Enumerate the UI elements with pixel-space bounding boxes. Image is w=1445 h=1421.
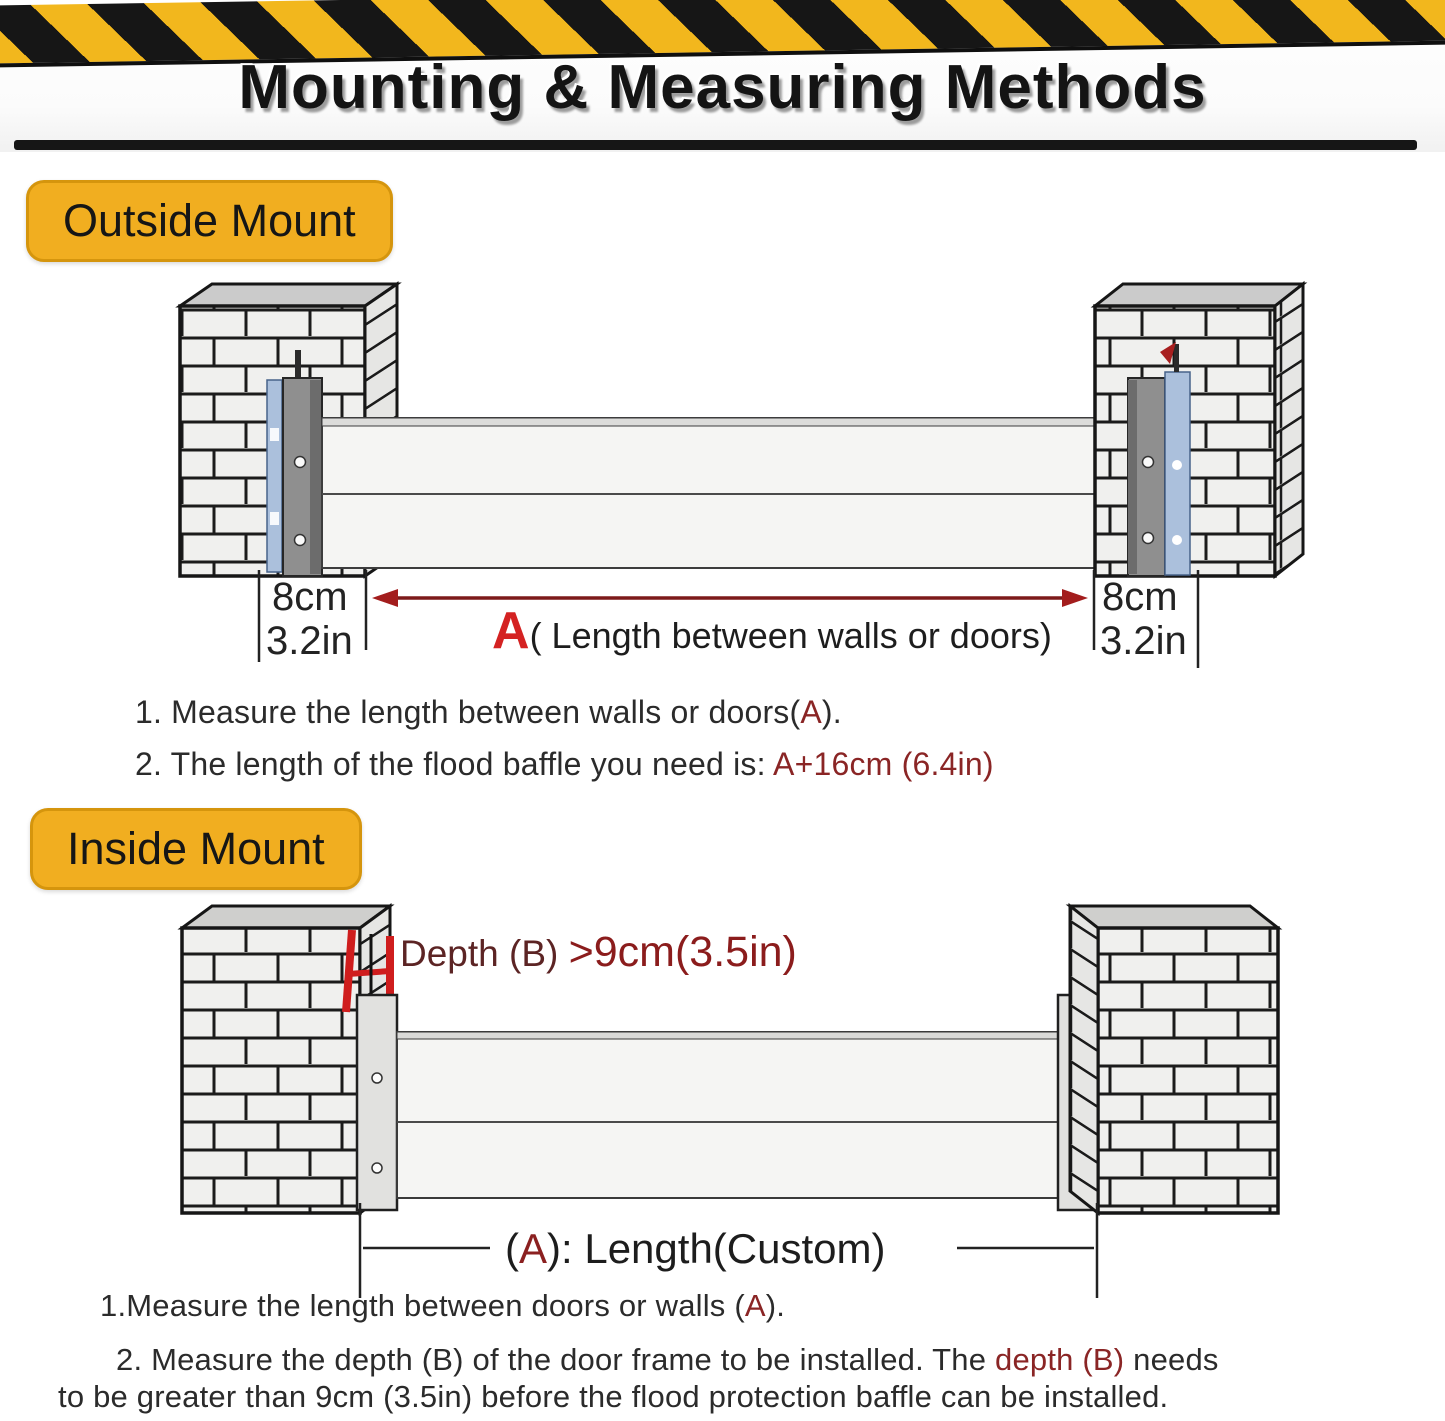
inside-left-channel — [357, 995, 397, 1210]
outside-right-channel — [1128, 342, 1190, 576]
depth-label: Depth (B) >9cm(3.5in) — [400, 928, 797, 976]
outside-left-channel — [267, 350, 322, 576]
page-title: Mounting & Measuring Methods — [238, 53, 1207, 122]
dim-a-label: A( Length between walls or doors) — [492, 602, 1052, 660]
flood-barrier-inside — [397, 1032, 1058, 1198]
mount-pin — [1174, 344, 1179, 372]
dim-right-cm: 8cm — [1102, 575, 1178, 619]
dim-a-custom-label: (A): Length(Custom) — [505, 1225, 886, 1272]
inside-mount-badge — [30, 808, 362, 890]
outside-mount-badge — [26, 180, 393, 262]
flood-barrier-outside — [322, 418, 1128, 568]
banner-underline — [14, 140, 1417, 150]
inside-step-1: 1.Measure the length between doors or walls (A). — [100, 1288, 786, 1323]
inside-mount-badge-label: Inside Mount — [67, 823, 325, 874]
inside-mount-diagram — [0, 893, 1445, 1303]
dim-left-cm: 8cm — [272, 575, 348, 619]
dim-left-in: 3.2in — [266, 619, 353, 663]
inside-right-pillar — [1070, 906, 1278, 1213]
outside-mount-badge-label: Outside Mount — [63, 195, 356, 246]
outside-step-1: 1. Measure the length between walls or doors(A). — [135, 694, 842, 730]
outside-step-2: 2. The length of the flood baffle you need is: A+16cm (6.4in) — [135, 746, 994, 782]
inside-step-2-line1: 2. Measure the depth (B) of the door frame to be installed. The depth (B) needs — [116, 1342, 1219, 1377]
outside-dimensions — [259, 570, 1198, 668]
outside-right-pillar — [1095, 284, 1303, 576]
inside-dimensions — [360, 1203, 1097, 1298]
outside-mount-diagram — [0, 268, 1445, 692]
inside-step-2-line2: to be greater than 9cm (3.5in) before the flood protection baffle can be installed. — [58, 1379, 1169, 1414]
caution-banner — [0, 0, 1445, 152]
dim-right-in: 3.2in — [1100, 619, 1187, 663]
